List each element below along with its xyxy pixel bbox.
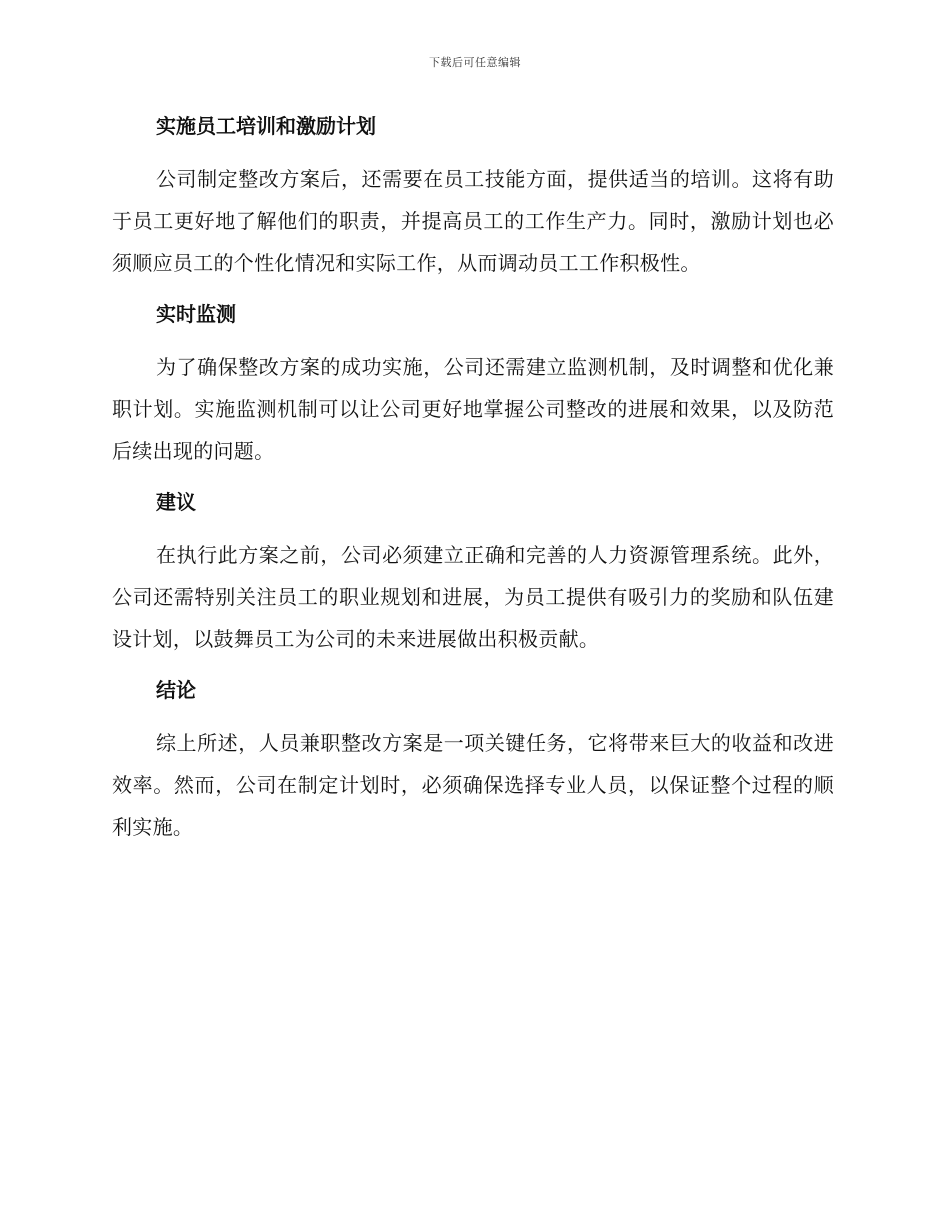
section-paragraph: 公司制定整改方案后，还需要在员工技能方面，提供适当的培训。这将有助于员工更好地了解他们的职责，并提高员工的工作生产力。同时，激励计划也必须顺应员工的个性化情况和实际工作，从而调动员工工作积极性。: [112, 167, 834, 275]
document-body: [112, 110, 834, 862]
section-suggestion: [112, 486, 834, 660]
section-heading: 实时监测: [156, 302, 236, 326]
section-conclusion: [112, 674, 834, 848]
section-paragraph: 为了确保整改方案的成功实施，公司还需建立监测机制，及时调整和优化兼职计划。实施监测机制可以让公司更好地掌握公司整改的进展和效果，以及防范后续出现的问题。: [112, 355, 834, 463]
section-heading: 建议: [156, 490, 196, 514]
section-paragraph: 在执行此方案之前，公司必须建立正确和完善的人力资源管理系统。此外，公司还需特别关注员工的职业规划和进展，为员工提供有吸引力的奖励和队伍建设计划，以鼓舞员工为公司的未来进展做出积极贡献。: [112, 543, 834, 651]
section-heading: 结论: [156, 678, 196, 702]
section-training: [112, 110, 834, 284]
page-header: 下载后可任意编辑: [429, 56, 521, 69]
section-monitoring: [112, 298, 834, 472]
section-heading: 实施员工培训和激励计划: [156, 114, 376, 138]
section-paragraph: 综上所述，人员兼职整改方案是一项关键任务，它将带来巨大的收益和改进效率。然而，公司在制定计划时，必须确保选择专业人员，以保证整个过程的顺利实施。: [112, 731, 834, 839]
